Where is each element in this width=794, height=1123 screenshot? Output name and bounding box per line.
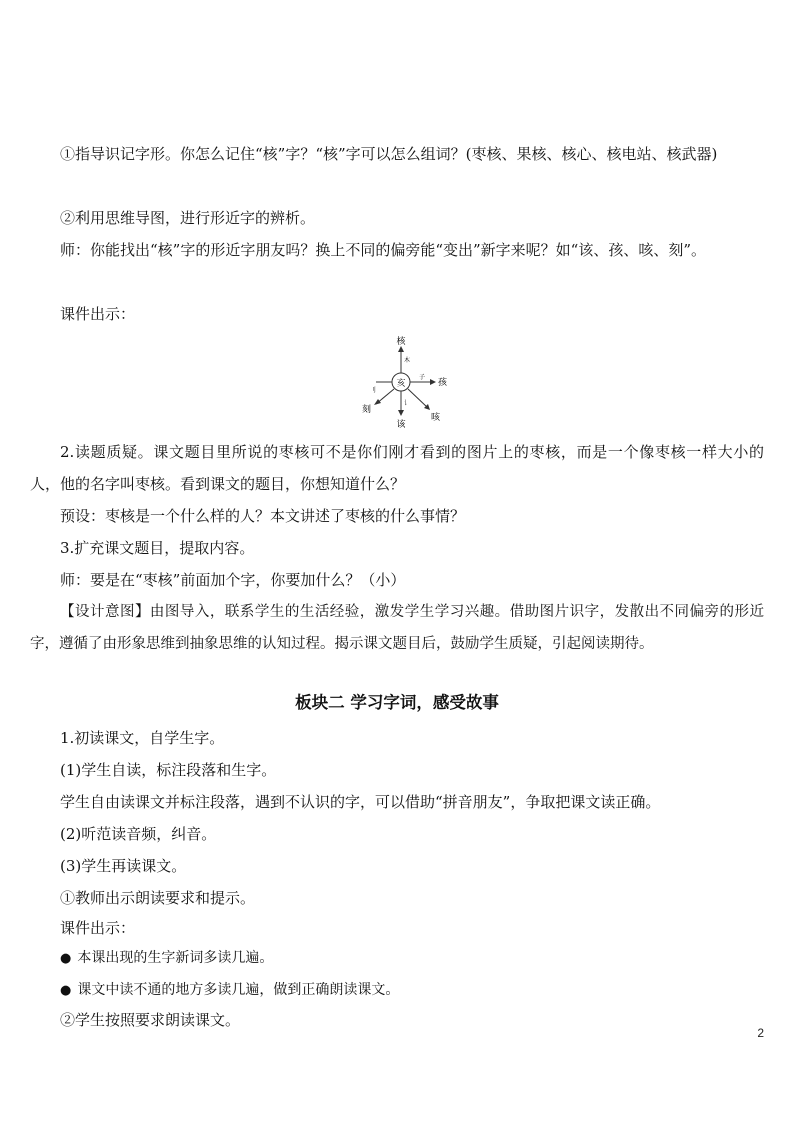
paragraph-listen: (2)听范读音频，纠音。 [60, 825, 217, 843]
design-intent-note: 【设计意图】由图导入，联系学生的生活经验，激发学生学习兴趣。借助图片识字，发散出不同偏旁的形近字，遵循了由形象思维到抽象思维的认知过程。揭示课文题目后，鼓励学生质疑，引起阅读期待。 [30, 604, 764, 652]
right-char: 孩 [438, 378, 448, 388]
radical-mind-map-diagram [340, 334, 470, 430]
top-char: 核 [396, 337, 406, 347]
paragraph-reread: (3)学生再读课文。 [60, 857, 187, 875]
paragraph-teacher-question: 师：你能找出“核”字的形近字朋友吗？换上不同的偏旁能“变出”新字来呢？如“该、孩、咳、刻”。 [60, 241, 707, 259]
paragraph-read-aloud: ②学生按照要求朗读课文。 [60, 1011, 241, 1029]
paragraph-courseware-label: 课件出示： [60, 305, 136, 323]
paragraph-title-question: 2.读题质疑。课文题目里所说的枣核可不是你们刚才看到的图片上的枣核，而是一个像枣核一样大小的人，他的名字叫枣核。看到课文的题目，你想知道什么？ [30, 443, 764, 493]
paragraph-self-read-detail: 学生自由读课文并标注段落，遇到不认识的字，可以借助“拼音朋友”，争取把课文读正确。 [60, 793, 661, 811]
right-radical: 子 [419, 374, 426, 381]
paragraph-teacher-requirements: ①教师出示朗读要求和提示。 [60, 889, 256, 907]
paragraph-first-read: 1.初读课文，自学生字。 [60, 729, 225, 747]
left-radical: 刂 [370, 387, 377, 394]
paragraph-expand-title: 3.扩充课文题目，提取内容。 [60, 539, 255, 557]
paragraph-char-form: ①指导识记字形。你怎么记住“核”字？“核”字可以怎么组词？(枣核、果核、核心、核电站、核武器) [60, 145, 718, 163]
paragraph-mind-map: ②利用思维导图，进行形近字的辨析。 [60, 209, 316, 227]
bullet-item-1: ● 本课出现的生字新词多读几遍。 [60, 950, 274, 966]
bottom-radical: 讠 [404, 400, 411, 407]
top-radical: 木 [404, 357, 411, 364]
section-heading: 板块二 学习字词，感受故事 [295, 693, 499, 712]
paragraph-teacher-add: 师：要是在“枣核”前面加个字，你要加什么？（小） [60, 571, 406, 589]
bullet-dot-icon: ● [60, 951, 72, 966]
bullet-dot-icon: ● [60, 983, 72, 998]
paragraph-self-read: (1)学生自读，标注段落和生字。 [60, 761, 277, 779]
paragraph-presumption: 预设：枣核是一个什么样的人？本文讲述了枣核的什么事情？ [60, 507, 466, 525]
bottom-right-char: 咳 [431, 413, 441, 423]
bottom-left-char: 刻 [362, 405, 372, 415]
bullet-item-2: ● 课文中读不通的地方多读几遍，做到正确朗读课文。 [60, 982, 400, 998]
center-char: 亥 [396, 379, 406, 389]
page-number: 2 [757, 1026, 764, 1040]
paragraph-courseware-label-2: 课件出示： [60, 919, 136, 937]
bottom-char: 该 [396, 420, 406, 430]
